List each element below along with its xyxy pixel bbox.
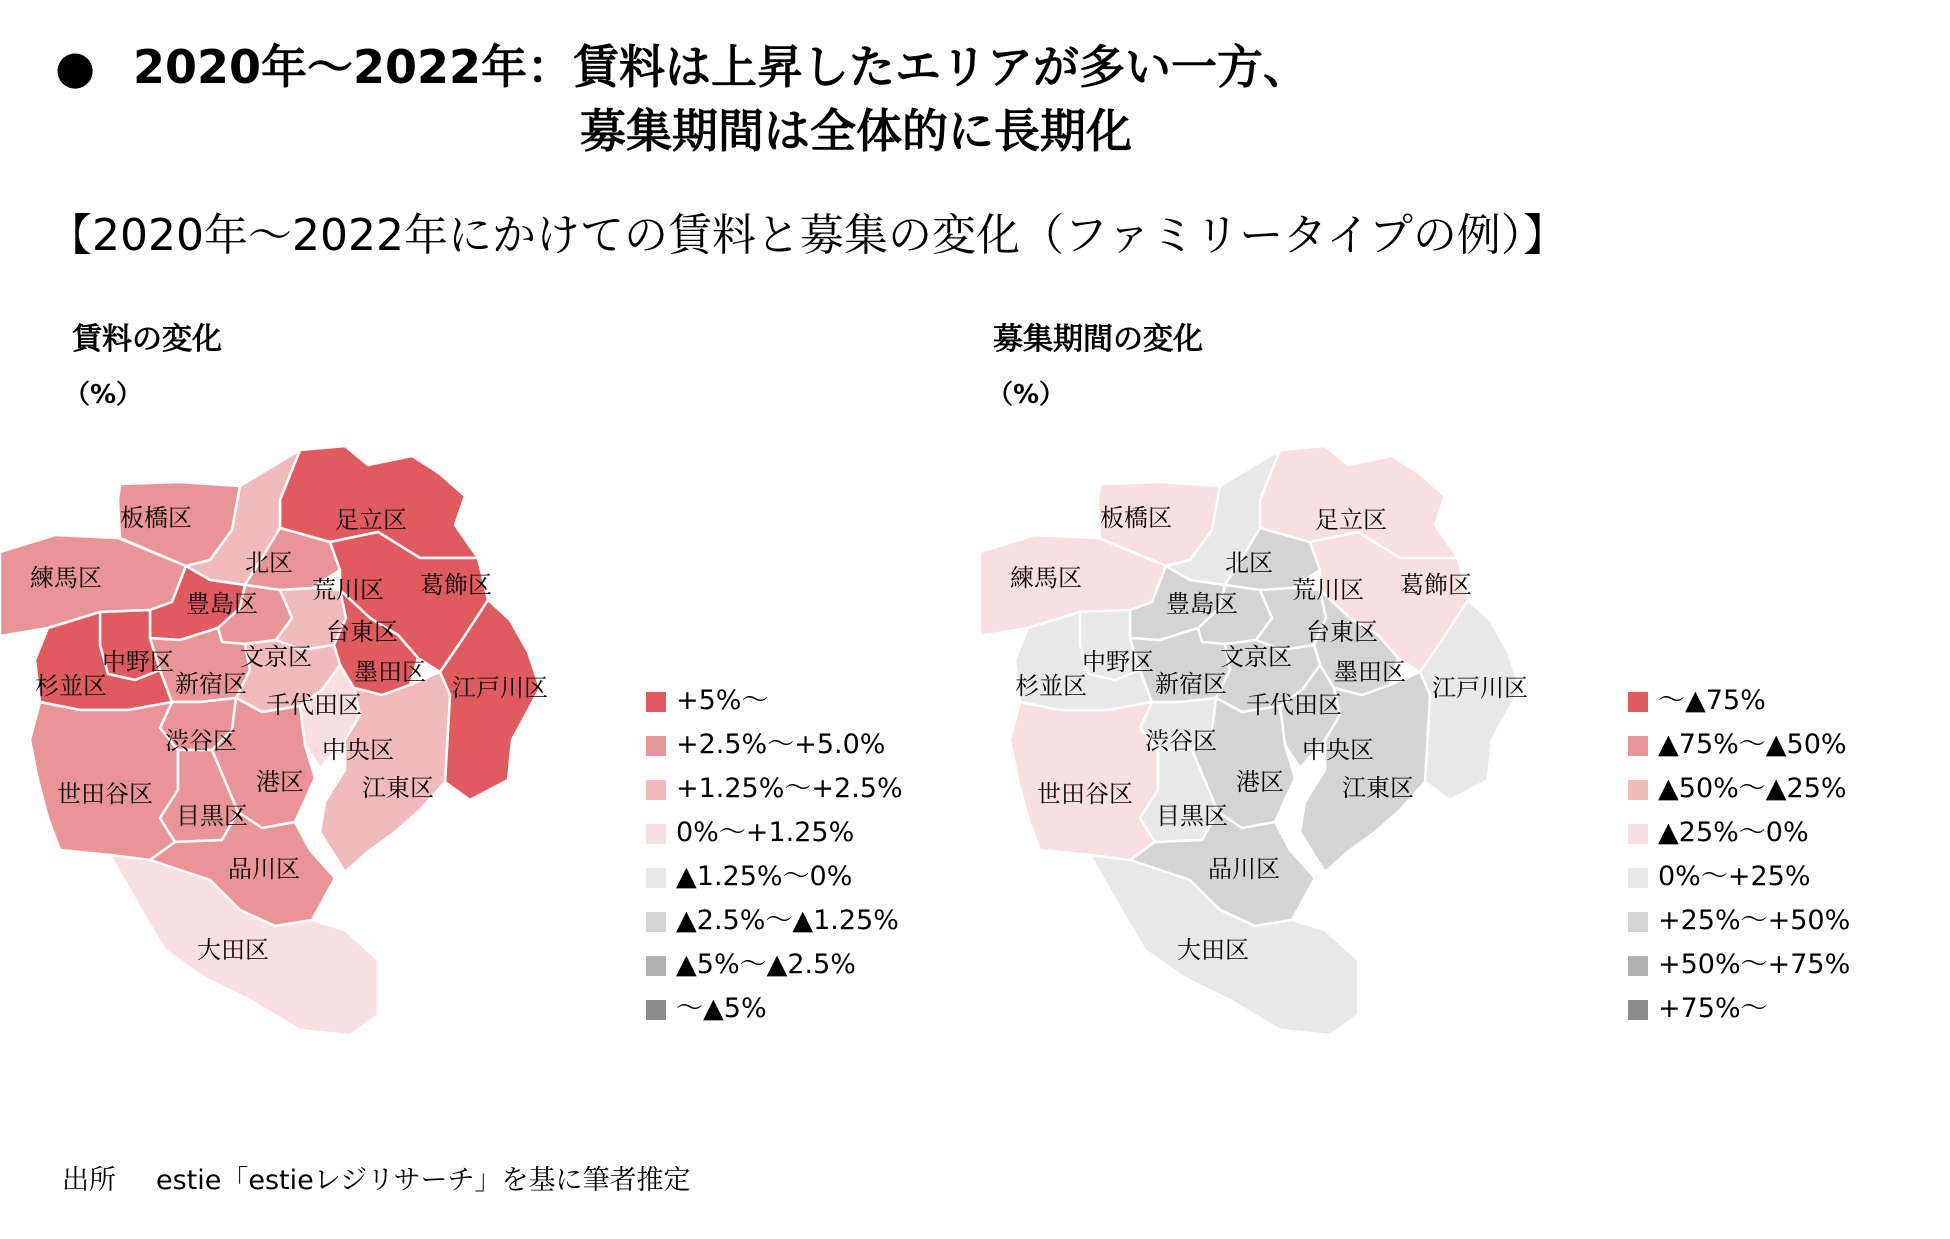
- ward-label-nakano: 中野区: [1082, 648, 1154, 676]
- ward-label-setagaya: 世田谷区: [1037, 780, 1133, 808]
- ward-label-kita: 北区: [245, 549, 293, 577]
- legend-swatch: [1628, 956, 1648, 976]
- ward-label-edogawa: 江戸川区: [1432, 674, 1528, 702]
- ward-label-bunkyo: 文京区: [1220, 643, 1292, 671]
- ward-label-chuo: 中央区: [322, 736, 394, 764]
- ward-label-ota: 大田区: [1177, 936, 1249, 964]
- ward-label-kita: 北区: [1225, 549, 1273, 577]
- source-text: estie「estieレジリサーチ」を基に筆者推定: [156, 1165, 691, 1196]
- ward-label-minato: 港区: [1236, 768, 1284, 796]
- legend-label: ～▲75%: [1658, 685, 1766, 716]
- ward-label-toshima: 豊島区: [1166, 590, 1238, 618]
- ward-label-suginami: 杉並区: [1015, 672, 1087, 700]
- legend-swatch: [646, 692, 666, 712]
- rent-panel-unit: （%）: [64, 380, 143, 410]
- ward-label-shibuya: 渋谷区: [165, 727, 237, 755]
- legend-label: +50%～+75%: [1658, 949, 1851, 980]
- ward-label-chiyoda: 千代田区: [1246, 691, 1342, 719]
- ward-label-itabashi: 板橋区: [1100, 504, 1172, 532]
- ward-label-shibuya: 渋谷区: [1145, 727, 1217, 755]
- legend-swatch: [646, 824, 666, 844]
- legend-label: ▲1.25%～0%: [676, 861, 853, 892]
- ward-label-koto: 江東区: [1342, 774, 1414, 802]
- legend-label: +5%～: [676, 685, 769, 716]
- legend-swatch: [1628, 824, 1648, 844]
- ward-label-shinagawa: 品川区: [1208, 855, 1280, 883]
- bullet-icon: ●: [55, 40, 96, 94]
- rent-change-map: [0, 440, 580, 1040]
- rent-legend: [646, 684, 946, 1024]
- ward-label-itabashi: 板橋区: [120, 504, 192, 532]
- legend-label: 0%～+25%: [1658, 861, 1811, 892]
- legend-swatch: [646, 736, 666, 756]
- legend-label: +2.5%～+5.0%: [676, 729, 886, 760]
- headline-line-2: 募集期間は全体的に長期化: [580, 104, 1132, 158]
- ward-label-meguro: 目黒区: [176, 802, 248, 830]
- ward-label-ota: 大田区: [197, 936, 269, 964]
- legend-swatch: [646, 1000, 666, 1020]
- legend-label: 0%～+1.25%: [676, 817, 855, 848]
- ward-label-shinjuku: 新宿区: [1155, 670, 1227, 698]
- ward-label-chuo: 中央区: [1302, 736, 1374, 764]
- legend-label: +75%～: [1658, 993, 1768, 1024]
- legend-label: ～▲5%: [676, 993, 767, 1024]
- source-note: [62, 1158, 691, 1197]
- period-panel-unit: （%）: [987, 380, 1066, 410]
- legend-swatch: [1628, 868, 1648, 888]
- legend-label: ▲25%～0%: [1658, 817, 1809, 848]
- legend-label: ▲2.5%～▲1.25%: [676, 905, 899, 936]
- source-label: 出所: [62, 1165, 116, 1196]
- ward-label-taito: 台東区: [326, 618, 398, 646]
- listing-period-change-map: [980, 440, 1560, 1040]
- period-legend: [1628, 684, 1928, 1024]
- ward-label-setagaya: 世田谷区: [57, 780, 153, 808]
- ward-label-meguro: 目黒区: [1156, 802, 1228, 830]
- subtitle: 【2020年～2022年にかけての賃料と募集の変化（ファミリータイプの例）】: [48, 210, 1567, 261]
- headline-line-1: 2020年～2022年：賃料は上昇したエリアが多い一方、: [133, 40, 1310, 94]
- ward-label-chiyoda: 千代田区: [266, 691, 362, 719]
- ward-label-nerima: 練馬区: [1010, 564, 1082, 592]
- legend-label: +25%～+50%: [1658, 905, 1851, 936]
- ward-label-arakawa: 荒川区: [1292, 576, 1364, 604]
- ward-label-koto: 江東区: [362, 774, 434, 802]
- ward-label-shinjuku: 新宿区: [175, 670, 247, 698]
- rent-panel-title: 賃料の変化: [72, 322, 222, 357]
- legend-swatch: [1628, 780, 1648, 800]
- ward-label-nerima: 練馬区: [30, 564, 102, 592]
- legend-swatch: [646, 956, 666, 976]
- legend-label: +1.25%～+2.5%: [676, 773, 903, 804]
- ward-label-katsushika: 葛飾区: [1400, 571, 1472, 599]
- ward-label-adachi: 足立区: [1315, 506, 1387, 534]
- period-panel-title: 募集期間の変化: [993, 322, 1203, 357]
- ward-label-shinagawa: 品川区: [228, 855, 300, 883]
- legend-swatch: [646, 868, 666, 888]
- ward-label-bunkyo: 文京区: [240, 643, 312, 671]
- legend-swatch: [1628, 1000, 1648, 1020]
- legend-label: ▲5%～▲2.5%: [676, 949, 856, 980]
- legend-label: ▲50%～▲25%: [1658, 773, 1847, 804]
- ward-label-suginami: 杉並区: [35, 672, 107, 700]
- ward-label-arakawa: 荒川区: [312, 576, 384, 604]
- ward-label-katsushika: 葛飾区: [420, 571, 492, 599]
- legend-swatch: [646, 780, 666, 800]
- ward-label-taito: 台東区: [1306, 618, 1378, 646]
- legend-label: ▲75%～▲50%: [1658, 729, 1847, 760]
- legend-swatch: [1628, 736, 1648, 756]
- legend-swatch: [646, 912, 666, 932]
- ward-label-toshima: 豊島区: [186, 590, 258, 618]
- ward-label-nakano: 中野区: [102, 648, 174, 676]
- legend-swatch: [1628, 912, 1648, 932]
- ward-label-sumida: 墨田区: [1334, 658, 1406, 686]
- ward-label-edogawa: 江戸川区: [452, 674, 548, 702]
- ward-label-adachi: 足立区: [335, 506, 407, 534]
- legend-swatch: [1628, 692, 1648, 712]
- ward-label-sumida: 墨田区: [354, 658, 426, 686]
- ward-label-minato: 港区: [256, 768, 304, 796]
